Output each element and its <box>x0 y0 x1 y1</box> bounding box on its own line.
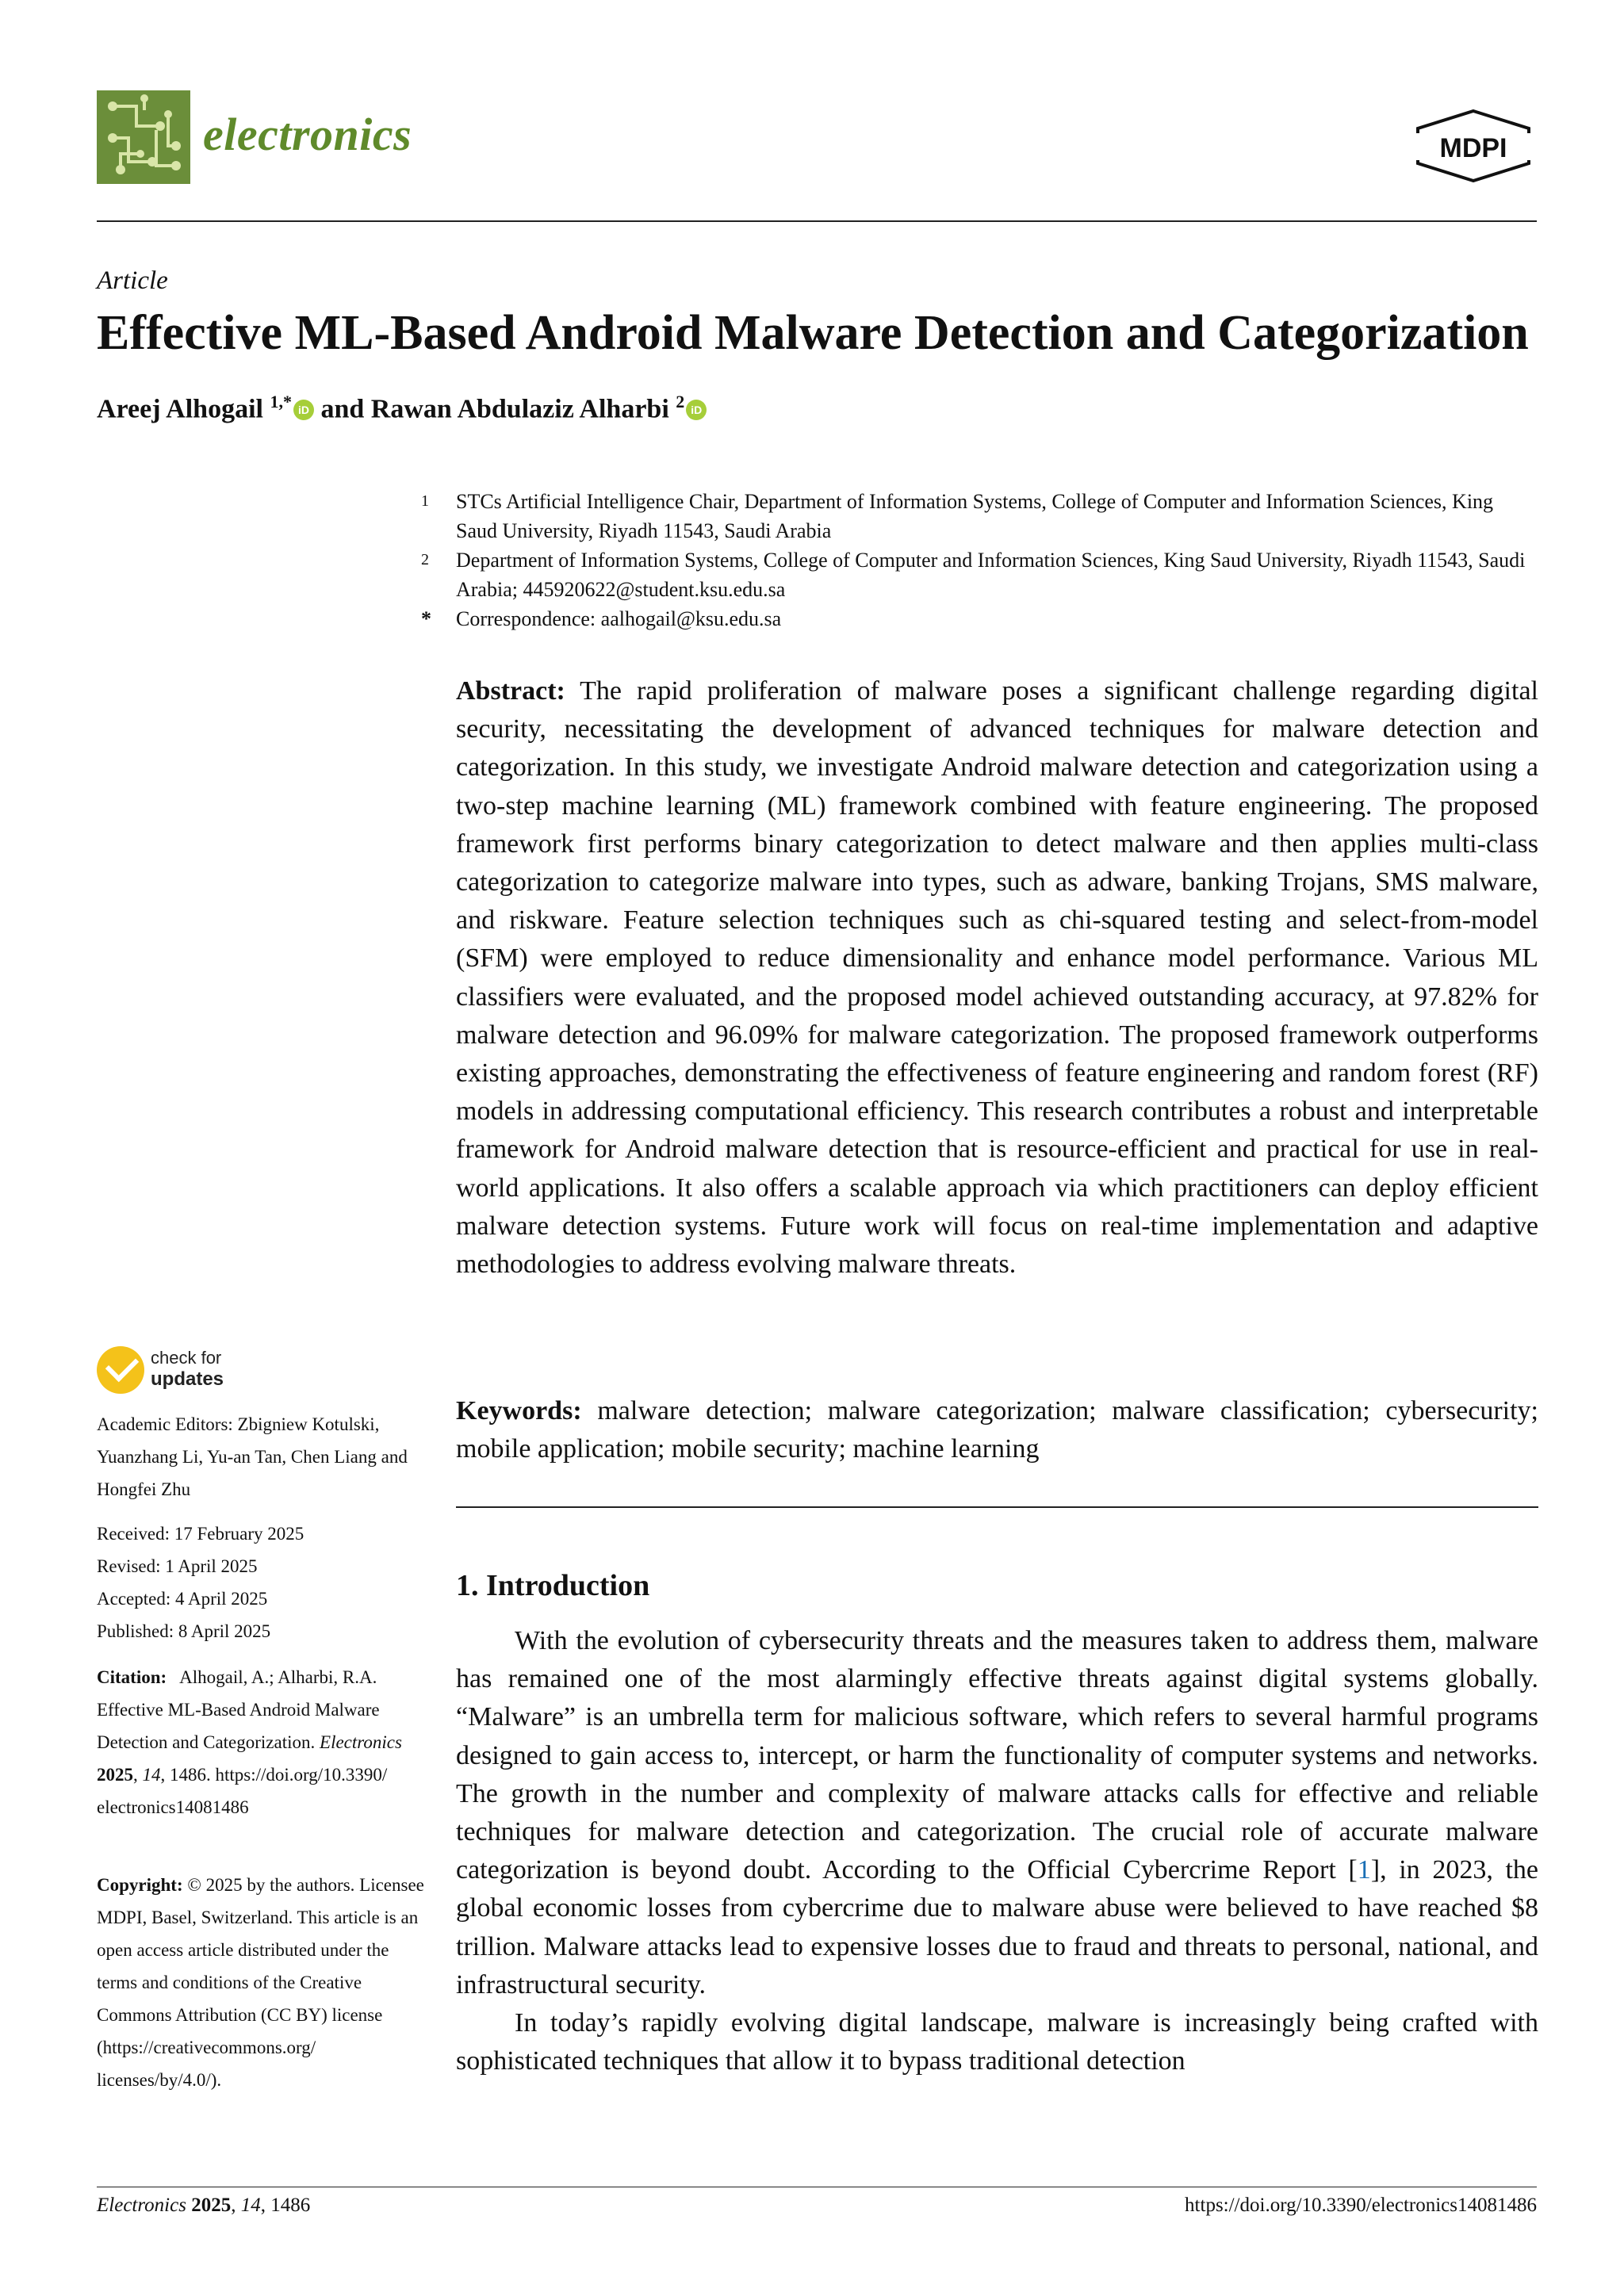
copyright-text: © 2025 by the authors. Licensee MDPI, Basel, Switzerland. This article is an open access article distributed under the terms and conditions of the Creative Commons Attribution (CC BY) license (https://creativecommons.org/ licenses/by/4.0/). <box>97 1875 424 2090</box>
author-affiliation-mark: 2 <box>676 392 685 411</box>
publication-dates <box>97 1517 430 1647</box>
publisher-name: MDPI <box>1439 133 1507 163</box>
author-affiliation-mark: 1,* <box>270 392 292 411</box>
affiliation <box>421 545 1538 604</box>
paragraph: In today’s rapidly evolving digital landscape, malware is increasingly being crafted with sophisticated techniques that allow it to bypass traditional detection <box>456 2008 1538 2076</box>
keywords-text: malware detection; malware categorization; malware classification; cybersecurity; mobile application; mobile security; machine learning <box>456 1396 1539 1464</box>
article-type: Article <box>97 266 168 295</box>
paragraph-text: With the evolution of cybersecurity threats and the measures taken to address them, malware has remained one of the most alarmingly effective threats against digital systems globally. “Malware” is an umbrella term for malicious software, which refers to several harmful programs designed to gain access to, intercept, or harm the functionality of computer systems and networks. The growth in the number and complexity of malware attacks calls for effective and reliable techniques for malware detection and categorization. The crucial role of accurate malware categorization is beyond doubt. According to the Official Cybercrime Report [ <box>456 1626 1538 1885</box>
mdpi-hexagon-icon <box>1410 108 1537 184</box>
footer-doi[interactable]: https://doi.org/10.3390/electronics14081486 <box>1185 2195 1537 2216</box>
affiliation-mark: 2 <box>421 551 429 568</box>
journal-logo <box>97 90 190 184</box>
author-connector: and <box>320 394 365 424</box>
academic-editors: Academic Editors: Zbigniew Kotulski, Yuanzhang Li, Yu-an Tan, Chen Liang and Hongfei Zhu <box>97 1414 408 1499</box>
author-list <box>97 392 707 424</box>
publisher-logo[interactable] <box>1410 108 1537 184</box>
orcid-icon[interactable]: iD <box>293 400 314 420</box>
citation-journal: Electronics <box>320 1732 402 1752</box>
citation: Citation: Alhogail, A.; Alharbi, R.A. Effective ML-Based Android Malware Detection and Categorization. Electronics 2025, 14, 1486. https://doi.org/10.3390/ electronics14081486 <box>97 1667 402 1817</box>
check-for-updates-badge[interactable] <box>97 1345 255 1397</box>
author-name: Areej Alhogail <box>97 394 263 424</box>
reference-link[interactable]: 1 <box>1357 1855 1371 1885</box>
abstract-text: The rapid proliferation of malware poses a significant challenge regarding digital security, necessitating the development of advanced techniques for malware detection and categorization. In this study, we investigate Android malware detection and categorization using a two-step machine learning (ML) framework combined with feature engineering. The proposed framework first performs binary categorization to detect malware and then applies multi-class categorization to categorize malware into types, such as adware, banking Trojans, SMS malware, and riskware. Feature selection techniques such as chi-squared testing and select-from-model (SFM) were employed to reduce dimensionality and enhance model performance. Various ML classifiers were evaluated, and the proposed model achieved outstanding accuracy, at 97.82% for malware detection and 96.09% for malware categorization. The proposed framework outperforms existing approaches, demonstrating the effectiveness of feature engineering and random forest (RF) models in addressing computational efficiency. This research contributes a robust and interpretable framework for Android malware detection that is resource-efficient and practical for use in real-world applications. It also offers a scalable approach via which practitioners can deploy efficient malware detection systems. Future work will focus on real-time implementation and adaptive methodologies to address evolving malware threats. <box>456 676 1538 1280</box>
section-heading: 1. Introduction <box>456 1569 650 1602</box>
paragraph <box>456 1622 1538 2004</box>
footer-volume: 14 <box>240 2195 261 2216</box>
abstract-label: Abstract: <box>456 676 565 706</box>
keywords-label: Keywords: <box>456 1396 582 1425</box>
introduction-body <box>456 1622 1538 2080</box>
journal-name[interactable]: electronics <box>203 109 412 160</box>
author-name: Rawan Abdulaziz Alharbi <box>370 394 669 424</box>
citation-year: 2025 <box>97 1765 133 1785</box>
article-title: Effective ML-Based Android Malware Detection and Categorization <box>97 306 1529 360</box>
affiliation-text: Department of Information Systems, College of Computer and Information Sciences, King Saud University, Riyadh 11543, Saudi Arabia; 445920622@student.ksu.edu.sa <box>456 549 1526 601</box>
correspondence <box>421 604 1538 633</box>
checkmark-icon <box>97 1346 144 1394</box>
check-updates-line1: check for <box>151 1348 222 1368</box>
copyright-label: Copyright: <box>97 1875 183 1895</box>
orcid-icon[interactable]: iD <box>686 400 707 420</box>
revised-date: Revised: 1 April 2025 <box>97 1556 258 1576</box>
copyright <box>97 1869 430 2096</box>
paragraph-text: ], in 2023, the global economic losses from cybercrime due to malware abuse were believed to have reached $8 trillion. Malware attacks lead to expensive losses due to fraud and threats to personal, national, and infrastructural security. <box>456 1855 1538 1999</box>
correspondence-text: Correspondence: aalhogail@ksu.edu.sa <box>456 607 782 630</box>
citation-text: Alhogail, A.; Alharbi, R.A. Effective ML-Based Android Malware Detection and Categorization. <box>97 1667 380 1752</box>
affiliation-text: STCs Artificial Intelligence Chair, Department of Information Systems, College of Computer and Information Sciences, King Saud University, Riyadh 11543, Saudi Arabia <box>456 490 1494 542</box>
abstract <box>456 672 1538 1284</box>
citation-label: Citation: <box>97 1667 167 1687</box>
affiliation <box>421 487 1538 545</box>
footer-year: 2025 <box>191 2195 232 2216</box>
citation-pages: , 1486. <box>160 1765 211 1785</box>
published-date: Published: 8 April 2025 <box>97 1621 271 1641</box>
footer-journal: Electronics <box>97 2195 186 2216</box>
citation-doi[interactable]: https://doi.org/10.3390/ electronics14081486 <box>97 1765 388 1817</box>
keywords <box>456 1392 1538 1468</box>
affiliation-mark: 1 <box>421 492 429 510</box>
circuit-logo-icon <box>97 90 190 184</box>
header-divider <box>97 220 1537 222</box>
section-divider <box>456 1506 1538 1508</box>
check-updates-line2: updates <box>151 1368 224 1390</box>
received-date: Received: 17 February 2025 <box>97 1524 304 1544</box>
footer-pages: , 1486 <box>260 2195 311 2216</box>
correspondence-mark: * <box>421 607 431 630</box>
footer-citation: Electronics 2025, 14, 1486 <box>97 2195 311 2216</box>
accepted-date: Accepted: 4 April 2025 <box>97 1589 268 1609</box>
citation-volume: 14 <box>142 1765 161 1785</box>
